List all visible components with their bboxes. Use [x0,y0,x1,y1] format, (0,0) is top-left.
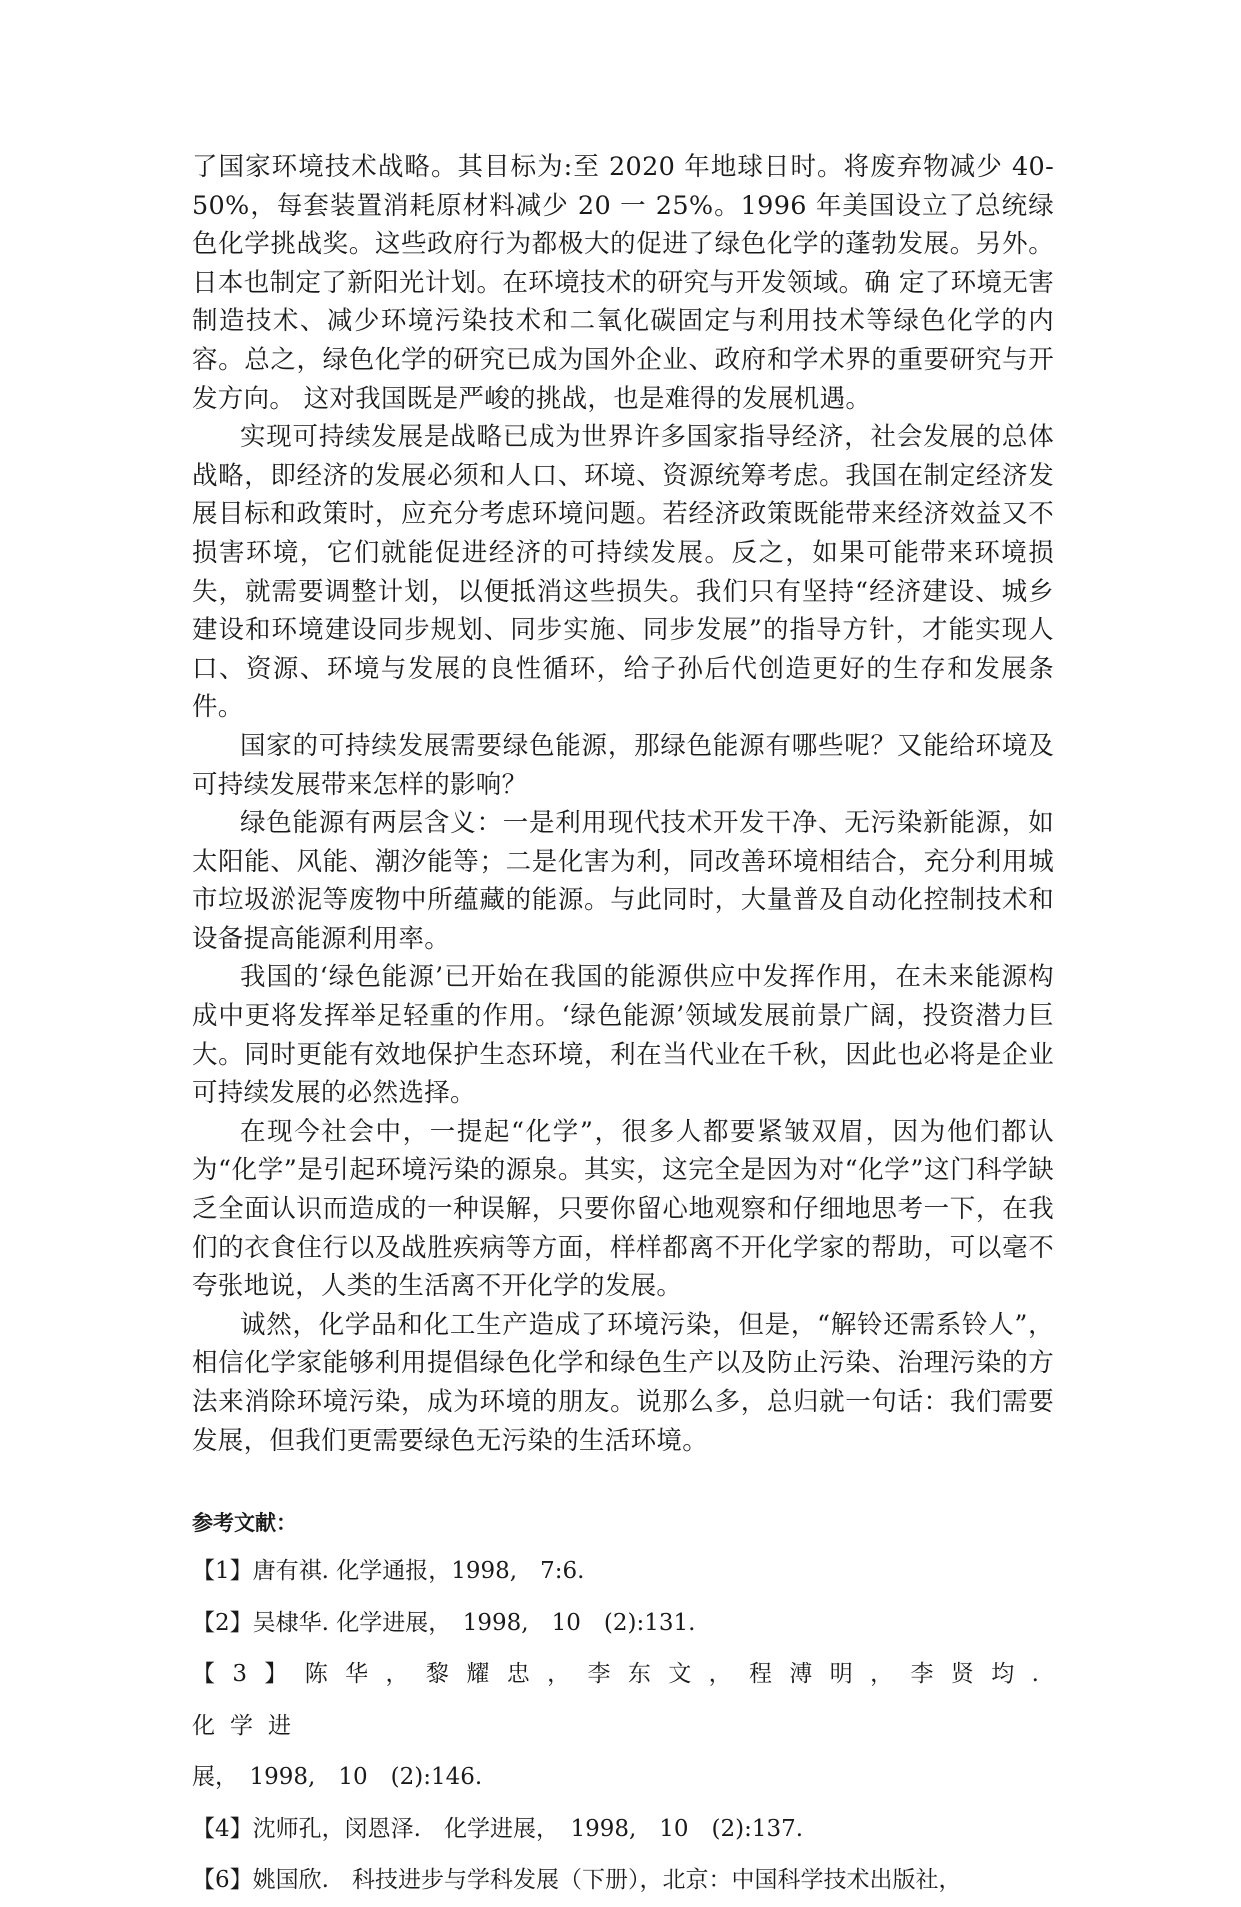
reference-item-continuation: 展， 1998, 10 (2):146. [192,1764,483,1791]
references-title: 参考文献： [192,1511,297,1536]
reference-item: 【1】唐有祺. 化学通报，1998, 7:6. [192,1558,585,1585]
paragraph: 我国的‘绿色能源’已开始在我国的能源供应中发挥作用，在未来能源构成中更将发挥举足轻重的作用。‘绿色能源’领域发展前景广阔，投资潜力巨大。同时更能有效地保护生态环境，利在当代业在千秋，因此也必将是企业可持续发展的必然选择。 [192,962,1054,1109]
paragraph: 绿色能源有两层含义：一是利用现代技术开发干净、无污染新能源，如太阳能、风能、潮汐能等；二是化害为利，同改善环境相结合，充分利用城市垃圾淤泥等废物中所蕴藏的能源。与此同时，大量普及自动化控制技术和设备提高能源利用率。 [192,808,1054,954]
paragraph: 实现可持续发展是战略已成为世界许多国家指导经济，社会发展的总体战略，即经济的发展必须和人口、环境、资源统筹考虑。我国在制定经济发展目标和政策时，应充分考虑环境问题。若经济政策既能带来经济效益又不损害环境，它们就能促进经济的可持续发展。反之，如果可能带来环境损失，就需要调整计划，以便抵消这些损失。我们只有坚持“经济建设、城乡建设和环境建设同步规划、同步实施、同步发展”的指导方针，才能实现人口、资源、环境与发展的良性循环，给子孙后代创造更好的生存和发展条件。 [192,422,1054,723]
reference-item: 【6】姚国欣. 科技进步与学科发展（下册），北京：中国科学技术出版社， [192,1867,962,1894]
document-page [192,148,1054,1907]
reference-item: 【3】陈华，黎耀忠，李东文，程溥明，李贤均. 化学进 [192,1661,1054,1739]
reference-list [192,1546,1054,1907]
reference-item: 【2】吴棣华. 化学进展， 1998, 10 (2):131. [192,1609,696,1636]
reference-item: 【4】沈师孔，闵恩泽. 化学进展， 1998, 10 (2):137. [192,1815,804,1842]
paragraph: 在现今社会中，一提起“化学”，很多人都要紧皱双眉，因为他们都认为“化学”是引起环境污染的源泉。其实，这完全是因为对“化学”这门科学缺乏全面认识而造成的一种误解，只要你留心地观察和仔细地思考一下，在我们的衣食住行以及战胜疾病等方面，样样都离不开化学家的帮助，可以毫不夸张地说，人类的生活离不开化学的发展。 [192,1116,1054,1302]
paragraph: 诚然，化学品和化工生产造成了环境污染，但是，“解铃还需系铃人”，相信化学家能够利用提倡绿色化学和绿色生产以及防止污染、治理污染的方法来消除环境污染，成为环境的朋友。说那么多，总归就一句话：我们需要发展，但我们更需要绿色无污染的生活环境。 [192,1309,1054,1456]
paragraph: 了国家环境技术战略。其目标为:至 2020 年地球日时。将废弃物减少 40-50%，每套装置消耗原材料减少 20 一 25%。1996 年美国设立了总统绿色化学挑战奖。这些政府行为都极大的促进了绿色化学的蓬勃发展。另外。日本也制定了新阳光计划。在环境技术的研究与开发领域。确 定了环境无害制造技术、减少环境污染技术和二氧化碳固定与利用技术等绿色化学的内容。总之，绿色化学的研究已成为国外企业、政府和学术界的重要研究与开发方向。 这对我国既是严峻的挑战，也是难得的发展机遇。 [192,152,1054,414]
paragraph: 国家的可持续发展需要绿色能源，那绿色能源有哪些呢？又能给环境及可持续发展带来怎样的影响？ [192,730,1054,800]
